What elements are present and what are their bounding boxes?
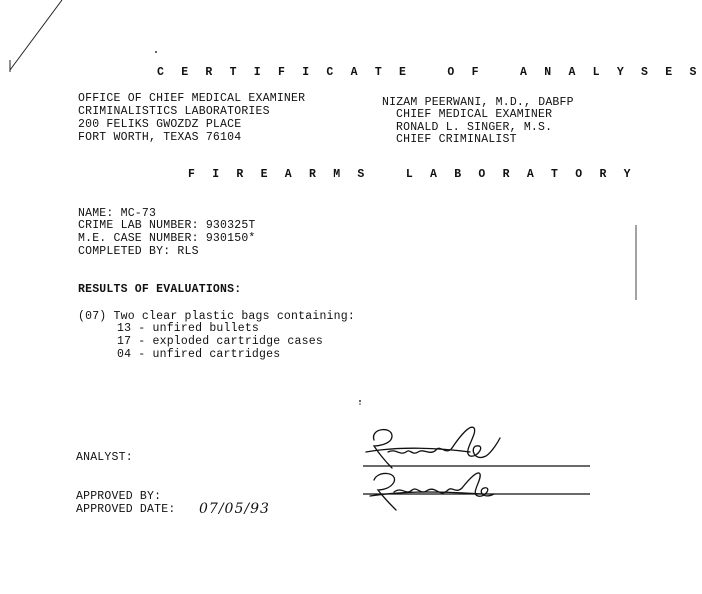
me-case-number: M.E. CASE NUMBER: 930150* — [78, 232, 256, 245]
official-line-1: NIZAM PEERWANI, M.D., DABFP — [382, 96, 574, 109]
speck — [359, 403, 361, 405]
approver-signature — [370, 473, 494, 510]
results-heading: RESULTS OF EVALUATIONS: — [78, 283, 242, 296]
result-item: 04 - unfired cartridges — [117, 348, 281, 361]
speck — [359, 400, 361, 402]
corner-scan-line — [10, 0, 62, 70]
official-line-4: CHIEF CRIMINALIST — [396, 133, 517, 146]
lab-title: F I R E A R M S L A B O R A T O R Y — [188, 168, 636, 181]
approved-date-label: APPROVED DATE: — [76, 503, 176, 516]
approved-by-label: APPROVED BY: — [76, 490, 162, 503]
office-address-line-4: FORT WORTH, TEXAS 76104 — [78, 131, 242, 144]
case-name: NAME: MC-73 — [78, 207, 157, 220]
official-line-2: CHIEF MEDICAL EXAMINER — [396, 108, 553, 121]
analyst-signature — [366, 427, 500, 468]
approved-date-value: 07/05/93 — [199, 501, 270, 517]
office-address-line-2: CRIMINALISTICS LABORATORIES — [78, 105, 270, 118]
result-item: 17 - exploded cartridge cases — [117, 335, 323, 348]
completed-by: COMPLETED BY: RLS — [78, 245, 199, 258]
result-item: 13 - unfired bullets — [117, 322, 260, 335]
analyst-label: ANALYST: — [76, 451, 133, 464]
official-line-3: RONALD L. SINGER, M.S. — [396, 121, 553, 134]
office-address-line-1: OFFICE OF CHIEF MEDICAL EXAMINER — [78, 92, 306, 105]
speck — [155, 51, 157, 53]
certificate-title: C E R T I F I C A T E O F A N A L Y S E S — [157, 66, 702, 79]
crime-lab-number: CRIME LAB NUMBER: 930325T — [78, 219, 256, 232]
results-main: (07) Two clear plastic bags containing: — [78, 310, 355, 323]
office-address-line-3: 200 FELIKS GWOZDZ PLACE — [78, 118, 242, 131]
